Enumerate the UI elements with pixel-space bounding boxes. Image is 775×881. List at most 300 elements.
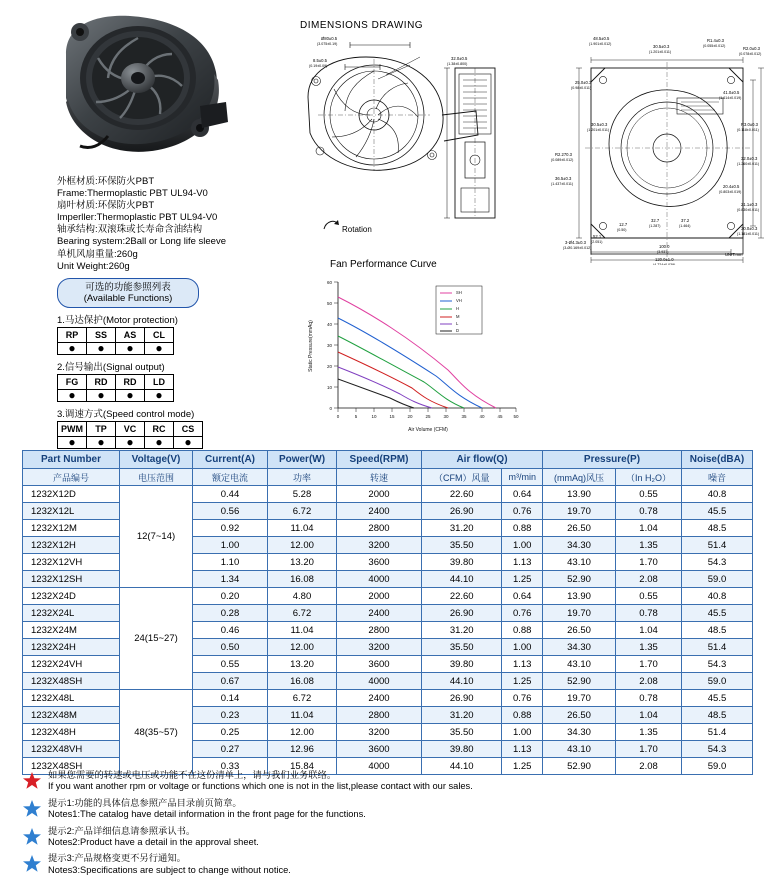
cell-part-number: 1232X48VH bbox=[23, 741, 120, 758]
table-subheader-row bbox=[23, 469, 753, 486]
cell-inh2o: 1.70 bbox=[616, 741, 682, 758]
cell-mmaq: 52.90 bbox=[543, 571, 616, 588]
sub-cfm: （CFM）风量 bbox=[422, 469, 502, 486]
spec-line: Frame:Thermoplastic PBT UL94-V0 bbox=[57, 188, 208, 200]
cell-current: 0.46 bbox=[193, 622, 268, 639]
cell-inh2o: 1.70 bbox=[616, 656, 682, 673]
cell-speed: 3200 bbox=[337, 724, 422, 741]
fn-dot: ● bbox=[145, 343, 174, 355]
cell-power: 5.28 bbox=[268, 486, 337, 503]
svg-text:15: 15 bbox=[389, 414, 395, 419]
cell-speed: 3600 bbox=[337, 741, 422, 758]
svg-text:32.0±0.5: 32.0±0.5 bbox=[451, 56, 468, 61]
available-functions-banner bbox=[57, 278, 199, 308]
svg-text:32.7: 32.7 bbox=[651, 218, 660, 223]
cell-part-number: 1232X24H bbox=[23, 639, 120, 656]
svg-text:30.0±0.3: 30.0±0.3 bbox=[741, 226, 758, 231]
svg-text:30.5±0.3: 30.5±0.3 bbox=[591, 122, 608, 127]
fn-dot: ● bbox=[116, 437, 145, 449]
cell-inh2o: 2.08 bbox=[616, 673, 682, 690]
svg-text:40: 40 bbox=[326, 322, 332, 327]
cell-cfm: 35.50 bbox=[422, 639, 502, 656]
svg-text:0: 0 bbox=[336, 414, 340, 419]
fn-cell[interactable]: RP bbox=[58, 328, 87, 343]
sub-power: 功率 bbox=[268, 469, 337, 486]
svg-text:(0.98±0.011): (0.98±0.011) bbox=[571, 86, 592, 90]
svg-text:R1.4±0.3: R1.4±0.3 bbox=[707, 38, 724, 43]
signal-output-table bbox=[57, 374, 174, 402]
table-row bbox=[23, 690, 753, 707]
fn-cell[interactable]: PWM bbox=[58, 422, 87, 437]
cell-current: 1.34 bbox=[193, 571, 268, 588]
cell-voltage-group: 12(7~14) bbox=[120, 486, 193, 588]
cell-part-number: 1232X48SH bbox=[23, 758, 120, 775]
cell-power: 11.04 bbox=[268, 520, 337, 537]
svg-text:50: 50 bbox=[326, 301, 332, 306]
spec-line: Bearing system:2Ball or Long life sleeve bbox=[57, 236, 226, 248]
cell-power: 6.72 bbox=[268, 605, 337, 622]
th-voltage: Voltage(V) bbox=[120, 451, 193, 469]
cell-noise: 51.4 bbox=[682, 639, 753, 656]
svg-text:(1.181±0.011): (1.181±0.011) bbox=[737, 232, 760, 236]
note-cn: 提示1:功能的具体信息参照产品目录前页简章。 bbox=[48, 797, 242, 808]
cell-cfm: 26.90 bbox=[422, 690, 502, 707]
table-row bbox=[23, 588, 753, 605]
cell-power: 13.20 bbox=[268, 656, 337, 673]
cell-noise: 54.3 bbox=[682, 656, 753, 673]
cell-inh2o: 2.08 bbox=[616, 758, 682, 775]
cell-cfm: 31.20 bbox=[422, 520, 502, 537]
cell-mmaq: 26.50 bbox=[543, 707, 616, 724]
th-power: Power(W) bbox=[268, 451, 337, 469]
cell-cfm: 44.10 bbox=[422, 758, 502, 775]
cell-mmaq: 34.30 bbox=[543, 724, 616, 741]
cell-m3: 0.88 bbox=[502, 622, 543, 639]
cell-cfm: 39.80 bbox=[422, 554, 502, 571]
cell-cfm: 39.80 bbox=[422, 656, 502, 673]
svg-text:(2.051): (2.051) bbox=[591, 240, 603, 244]
th-noise: Noise(dBA) bbox=[682, 451, 753, 469]
cell-noise: 51.4 bbox=[682, 537, 753, 554]
cell-power: 12.00 bbox=[268, 537, 337, 554]
cell-power: 11.04 bbox=[268, 622, 337, 639]
svg-text:Air Volume (CFM): Air Volume (CFM) bbox=[408, 427, 448, 433]
note-en: Notes1:The catalog have detail information in the front page for the functions. bbox=[48, 809, 366, 820]
cell-mmaq: 19.70 bbox=[543, 503, 616, 520]
note-en: Notes3:Specifications are subject to change without notice. bbox=[48, 864, 291, 875]
svg-text:Ø80±0.5: Ø80±0.5 bbox=[321, 36, 338, 41]
cell-inh2o: 1.04 bbox=[616, 520, 682, 537]
cell-inh2o: 0.55 bbox=[616, 588, 682, 605]
cell-m3: 0.88 bbox=[502, 520, 543, 537]
fn-dot: ● bbox=[174, 437, 203, 449]
sub-noise: 噪音 bbox=[682, 469, 753, 486]
svg-text:20: 20 bbox=[326, 364, 332, 369]
fn-cell[interactable]: RD bbox=[87, 375, 116, 390]
cell-current: 0.92 bbox=[193, 520, 268, 537]
note-item bbox=[22, 826, 762, 849]
cell-cfm: 44.10 bbox=[422, 673, 502, 690]
cell-speed: 4000 bbox=[337, 758, 422, 775]
sub-part-number: 产品编号 bbox=[23, 469, 120, 486]
th-speed: Speed(RPM) bbox=[337, 451, 422, 469]
cell-part-number: 1232X48H bbox=[23, 724, 120, 741]
svg-text:36.5±0.3: 36.5±0.3 bbox=[555, 176, 572, 181]
cell-power: 12.96 bbox=[268, 741, 337, 758]
svg-text:(3.937): (3.937) bbox=[657, 250, 669, 254]
cell-mmaq: 19.70 bbox=[543, 605, 616, 622]
cell-part-number: 1232X24D bbox=[23, 588, 120, 605]
fn-cell[interactable]: FG bbox=[58, 375, 87, 390]
cell-current: 0.25 bbox=[193, 724, 268, 741]
note-cn: 提示3:产品规格变更不另行通知。 bbox=[48, 853, 186, 864]
cell-noise: 54.3 bbox=[682, 741, 753, 758]
svg-text:(0.118±0.011): (0.118±0.011) bbox=[737, 128, 759, 132]
svg-text:L: L bbox=[456, 321, 459, 326]
cell-m3: 1.13 bbox=[502, 741, 543, 758]
sub-voltage: 电压范围 bbox=[120, 469, 193, 486]
cell-voltage-group: 24(15~27) bbox=[120, 588, 193, 690]
cell-current: 0.67 bbox=[193, 673, 268, 690]
cell-cfm: 44.10 bbox=[422, 571, 502, 588]
cell-speed: 2000 bbox=[337, 588, 422, 605]
cell-voltage-group: 48(35~57) bbox=[120, 690, 193, 775]
svg-text:25.0±0.3: 25.0±0.3 bbox=[575, 80, 592, 85]
svg-text:(0.078±0.012): (0.078±0.012) bbox=[739, 52, 762, 56]
cell-noise: 45.5 bbox=[682, 503, 753, 520]
cell-current: 0.23 bbox=[193, 707, 268, 724]
fn-dot: ● bbox=[87, 437, 116, 449]
fn-dot: ● bbox=[58, 437, 87, 449]
cell-m3: 1.13 bbox=[502, 554, 543, 571]
cell-inh2o: 1.04 bbox=[616, 707, 682, 724]
cell-cfm: 31.20 bbox=[422, 622, 502, 639]
fn-dot: ● bbox=[145, 390, 174, 402]
rotation-arrow-icon bbox=[322, 218, 340, 232]
fan-performance-curve bbox=[300, 268, 530, 438]
cell-power: 6.72 bbox=[268, 690, 337, 707]
cell-part-number: 1232X48L bbox=[23, 690, 120, 707]
cell-speed: 2800 bbox=[337, 622, 422, 639]
star-icon bbox=[22, 799, 42, 819]
svg-text:R3.0±0.3: R3.0±0.3 bbox=[741, 122, 758, 127]
fn-cell[interactable]: AS bbox=[116, 328, 145, 343]
spec-line: Unit Weight:260g bbox=[57, 260, 130, 272]
cell-speed: 3600 bbox=[337, 656, 422, 673]
cell-noise: 59.0 bbox=[682, 673, 753, 690]
th-part-number: Part Number bbox=[23, 451, 120, 469]
sub-m3min: m³/min bbox=[502, 469, 543, 486]
cell-power: 16.08 bbox=[268, 673, 337, 690]
cell-part-number: 1232X48SH bbox=[23, 673, 120, 690]
cell-current: 0.56 bbox=[193, 503, 268, 520]
motor-protection-title: 1.马达保护(Motor protection) bbox=[57, 315, 178, 326]
cell-part-number: 1232X12SH bbox=[23, 571, 120, 588]
sub-mmaq: (mmAq)风压 bbox=[543, 469, 616, 486]
dimensions-drawing-title: DIMENSIONS DRAWING bbox=[300, 20, 424, 31]
cell-power: 16.08 bbox=[268, 571, 337, 588]
fn-dot: ● bbox=[58, 390, 87, 402]
svg-text:(1.464): (1.464) bbox=[679, 224, 691, 228]
star-icon bbox=[22, 771, 42, 791]
cell-part-number: 1232X12L bbox=[23, 503, 120, 520]
svg-text:32.0±0.3: 32.0±0.3 bbox=[741, 156, 758, 161]
svg-text:R2.270.3: R2.270.3 bbox=[555, 152, 572, 157]
svg-text:10: 10 bbox=[371, 414, 377, 419]
cell-current: 0.50 bbox=[193, 639, 268, 656]
table-header-row bbox=[23, 451, 753, 469]
note-cn: 提示2:产品详细信息请参照承认书。 bbox=[48, 825, 196, 836]
cell-m3: 1.00 bbox=[502, 724, 543, 741]
cell-mmaq: 26.50 bbox=[543, 520, 616, 537]
cell-mmaq: 43.10 bbox=[543, 656, 616, 673]
cell-m3: 0.76 bbox=[502, 690, 543, 707]
cell-speed: 4000 bbox=[337, 571, 422, 588]
svg-text:8.5±0.5: 8.5±0.5 bbox=[313, 58, 327, 63]
note-en: Notes2:Product have a detail in the approval sheet. bbox=[48, 837, 259, 848]
svg-text:0: 0 bbox=[329, 406, 332, 411]
cell-speed: 2000 bbox=[337, 486, 422, 503]
cell-inh2o: 1.35 bbox=[616, 639, 682, 656]
specification-table bbox=[22, 450, 753, 775]
fn-cell[interactable]: TP bbox=[87, 422, 116, 437]
cell-inh2o: 2.08 bbox=[616, 571, 682, 588]
cell-mmaq: 52.90 bbox=[543, 758, 616, 775]
cell-part-number: 1232X24VH bbox=[23, 656, 120, 673]
th-airflow: Air flow(Q) bbox=[422, 451, 543, 469]
fn-dot: ● bbox=[116, 390, 145, 402]
cell-inh2o: 0.55 bbox=[616, 486, 682, 503]
cell-speed: 3200 bbox=[337, 537, 422, 554]
material-spec-list bbox=[57, 176, 226, 273]
signal-output-title: 2.信号输出(Signal output) bbox=[57, 362, 165, 373]
cell-power: 12.00 bbox=[268, 724, 337, 741]
cell-current: 1.00 bbox=[193, 537, 268, 554]
note-item bbox=[22, 770, 762, 793]
cell-current: 0.44 bbox=[193, 486, 268, 503]
fn-dot: ● bbox=[58, 343, 87, 355]
cell-speed: 4000 bbox=[337, 673, 422, 690]
cell-part-number: 1232X24L bbox=[23, 605, 120, 622]
svg-text:48.5±0.5: 48.5±0.5 bbox=[593, 36, 610, 41]
fn-cell[interactable]: LD bbox=[145, 375, 174, 390]
svg-text:120.0±1.0: 120.0±1.0 bbox=[655, 257, 674, 262]
svg-text:(0.803±0.019): (0.803±0.019) bbox=[719, 190, 742, 194]
cell-cfm: 35.50 bbox=[422, 724, 502, 741]
cell-mmaq: 43.10 bbox=[543, 741, 616, 758]
cell-m3: 0.64 bbox=[502, 486, 543, 503]
fn-cell[interactable]: CL bbox=[145, 328, 174, 343]
cell-power: 13.20 bbox=[268, 554, 337, 571]
motor-protection-table bbox=[57, 327, 174, 355]
cell-noise: 51.4 bbox=[682, 724, 753, 741]
cell-power: 12.00 bbox=[268, 639, 337, 656]
svg-text:(1.614±0.019): (1.614±0.019) bbox=[719, 96, 742, 100]
spec-line: 单机风扇重量:260g bbox=[57, 248, 138, 260]
svg-text:(1.260±0.011): (1.260±0.011) bbox=[737, 162, 760, 166]
notes-section bbox=[22, 770, 762, 881]
cell-mmaq: 19.70 bbox=[543, 690, 616, 707]
cell-mmaq: 43.10 bbox=[543, 554, 616, 571]
fn-cell[interactable]: CS bbox=[174, 422, 203, 437]
svg-text:(0.19±0.09): (0.19±0.09) bbox=[309, 64, 328, 68]
cell-part-number: 1232X48M bbox=[23, 707, 120, 724]
sub-speed: 转速 bbox=[337, 469, 422, 486]
cell-noise: 40.8 bbox=[682, 588, 753, 605]
cell-mmaq: 52.90 bbox=[543, 673, 616, 690]
cell-noise: 45.5 bbox=[682, 605, 753, 622]
fn-dot: ● bbox=[145, 437, 174, 449]
sub-inh2o: （In H₂O） bbox=[616, 469, 682, 486]
available-functions-en: (Available Functions) bbox=[83, 293, 173, 304]
svg-text:30.5±0.3: 30.5±0.3 bbox=[653, 44, 670, 49]
cell-inh2o: 0.78 bbox=[616, 690, 682, 707]
cell-cfm: 39.80 bbox=[422, 741, 502, 758]
cell-current: 0.33 bbox=[193, 758, 268, 775]
svg-text:M: M bbox=[456, 314, 460, 319]
svg-text:(0.089±0.012): (0.089±0.012) bbox=[551, 158, 574, 162]
cell-m3: 1.00 bbox=[502, 639, 543, 656]
cell-current: 1.10 bbox=[193, 554, 268, 571]
cell-speed: 2400 bbox=[337, 503, 422, 520]
available-functions-cn: 可选的功能参照列表 bbox=[85, 281, 171, 293]
note-en: If you want another rpm or voltage or functions which one is not in the list,please contact with our sales. bbox=[48, 781, 473, 792]
cell-noise: 48.5 bbox=[682, 622, 753, 639]
cell-speed: 2400 bbox=[337, 605, 422, 622]
cell-speed: 2800 bbox=[337, 707, 422, 724]
cell-cfm: 26.90 bbox=[422, 605, 502, 622]
cell-noise: 54.3 bbox=[682, 554, 753, 571]
svg-text:37.2: 37.2 bbox=[681, 218, 690, 223]
svg-text:40: 40 bbox=[479, 414, 485, 419]
cell-noise: 40.8 bbox=[682, 486, 753, 503]
cell-mmaq: 13.90 bbox=[543, 486, 616, 503]
svg-text:41.0±0.5: 41.0±0.5 bbox=[723, 90, 740, 95]
cell-current: 0.20 bbox=[193, 588, 268, 605]
cell-current: 0.28 bbox=[193, 605, 268, 622]
svg-text:21.1±0.3: 21.1±0.3 bbox=[741, 202, 758, 207]
cell-power: 4.80 bbox=[268, 588, 337, 605]
note-item bbox=[22, 798, 762, 821]
svg-text:10: 10 bbox=[326, 385, 332, 390]
cell-power: 15.84 bbox=[268, 758, 337, 775]
th-current: Current(A) bbox=[193, 451, 268, 469]
fn-cell[interactable]: RC bbox=[145, 422, 174, 437]
cell-mmaq: 34.30 bbox=[543, 639, 616, 656]
svg-text:35: 35 bbox=[461, 414, 467, 419]
cell-m3: 0.88 bbox=[502, 707, 543, 724]
note-cn: 如果您需要的转速或电压或功能不在这份清单上，请与我们业务联络。 bbox=[48, 770, 337, 780]
svg-text:R2.0±0.3: R2.0±0.3 bbox=[743, 46, 760, 51]
svg-text:25: 25 bbox=[425, 414, 431, 419]
cell-mmaq: 34.30 bbox=[543, 537, 616, 554]
svg-text:20.4±0.5: 20.4±0.5 bbox=[723, 184, 740, 189]
cell-m3: 1.13 bbox=[502, 656, 543, 673]
rotation-label: Rotation bbox=[342, 225, 372, 234]
cell-part-number: 1232X12M bbox=[23, 520, 120, 537]
cell-speed: 3200 bbox=[337, 639, 422, 656]
svg-text:(1.437±0.011): (1.437±0.011) bbox=[551, 182, 574, 186]
svg-text:3-Ø4.3±0.3: 3-Ø4.3±0.3 bbox=[565, 240, 586, 245]
svg-text:(1.201±0.011): (1.201±0.011) bbox=[649, 50, 672, 54]
svg-text:D: D bbox=[456, 328, 460, 333]
fn-dot: ● bbox=[87, 343, 116, 355]
svg-text:45: 45 bbox=[497, 414, 503, 419]
svg-text:12.7: 12.7 bbox=[619, 222, 628, 227]
svg-text:(1.38±0.800): (1.38±0.800) bbox=[447, 62, 468, 66]
svg-text:(0.50): (0.50) bbox=[617, 228, 627, 232]
cell-speed: 3600 bbox=[337, 554, 422, 571]
fn-cell[interactable]: RD bbox=[116, 375, 145, 390]
cell-m3: 1.25 bbox=[502, 571, 543, 588]
svg-text:Static Pressure(mmAq): Static Pressure(mmAq) bbox=[308, 320, 314, 372]
svg-text:30: 30 bbox=[326, 343, 332, 348]
cell-noise: 48.5 bbox=[682, 520, 753, 537]
svg-text:VH: VH bbox=[456, 298, 462, 303]
svg-text:(3.075±0.19): (3.075±0.19) bbox=[317, 42, 338, 46]
cell-m3: 1.25 bbox=[502, 673, 543, 690]
fn-cell[interactable]: VC bbox=[116, 422, 145, 437]
cell-power: 11.04 bbox=[268, 707, 337, 724]
svg-text:(0.830±0.011): (0.830±0.011) bbox=[737, 208, 760, 212]
star-icon bbox=[22, 827, 42, 847]
cell-m3: 0.64 bbox=[502, 588, 543, 605]
cell-speed: 2400 bbox=[337, 690, 422, 707]
svg-text:H: H bbox=[456, 306, 460, 311]
cell-m3: 1.25 bbox=[502, 758, 543, 775]
svg-text:UNIT:mm: UNIT:mm bbox=[725, 252, 743, 257]
table-row bbox=[23, 486, 753, 503]
cell-noise: 48.5 bbox=[682, 707, 753, 724]
cell-inh2o: 1.35 bbox=[616, 537, 682, 554]
svg-text:100.0: 100.0 bbox=[659, 244, 670, 249]
cell-part-number: 1232X24M bbox=[23, 622, 120, 639]
cell-part-number: 1232X12H bbox=[23, 537, 120, 554]
cell-m3: 1.00 bbox=[502, 537, 543, 554]
fan-product-photo bbox=[50, 10, 230, 165]
cell-noise: 59.0 bbox=[682, 758, 753, 775]
cell-inh2o: 1.04 bbox=[616, 622, 682, 639]
fn-cell[interactable]: SS bbox=[87, 328, 116, 343]
cell-power: 6.72 bbox=[268, 503, 337, 520]
cell-current: 0.14 bbox=[193, 690, 268, 707]
cell-inh2o: 1.70 bbox=[616, 554, 682, 571]
svg-text:(1.287): (1.287) bbox=[649, 224, 661, 228]
svg-text:50: 50 bbox=[513, 414, 519, 419]
spec-line: 扇叶材质:环保防火PBT bbox=[57, 200, 155, 212]
cell-cfm: 22.60 bbox=[422, 588, 502, 605]
cell-m3: 0.76 bbox=[502, 605, 543, 622]
svg-text:30: 30 bbox=[443, 414, 449, 419]
cell-cfm: 31.20 bbox=[422, 707, 502, 724]
svg-text:20: 20 bbox=[407, 414, 413, 419]
cell-inh2o: 0.78 bbox=[616, 605, 682, 622]
cell-noise: 45.5 bbox=[682, 690, 753, 707]
cell-inh2o: 0.78 bbox=[616, 503, 682, 520]
cell-cfm: 26.90 bbox=[422, 503, 502, 520]
svg-text:(1.901±0.012): (1.901±0.012) bbox=[589, 42, 612, 46]
star-icon bbox=[22, 854, 42, 874]
speed-control-title: 3.调速方式(Speed control mode) bbox=[57, 409, 195, 420]
cell-inh2o: 1.35 bbox=[616, 724, 682, 741]
svg-text:5: 5 bbox=[354, 414, 358, 419]
svg-text:(4.724±0.039): (4.724±0.039) bbox=[653, 263, 676, 265]
svg-text:52.1: 52.1 bbox=[593, 234, 602, 239]
fan-performance-curve-title: Fan Performance Curve bbox=[330, 259, 437, 270]
cell-cfm: 22.60 bbox=[422, 486, 502, 503]
svg-text:(0.055±0.012): (0.055±0.012) bbox=[703, 44, 726, 48]
fn-dot: ● bbox=[87, 390, 116, 402]
